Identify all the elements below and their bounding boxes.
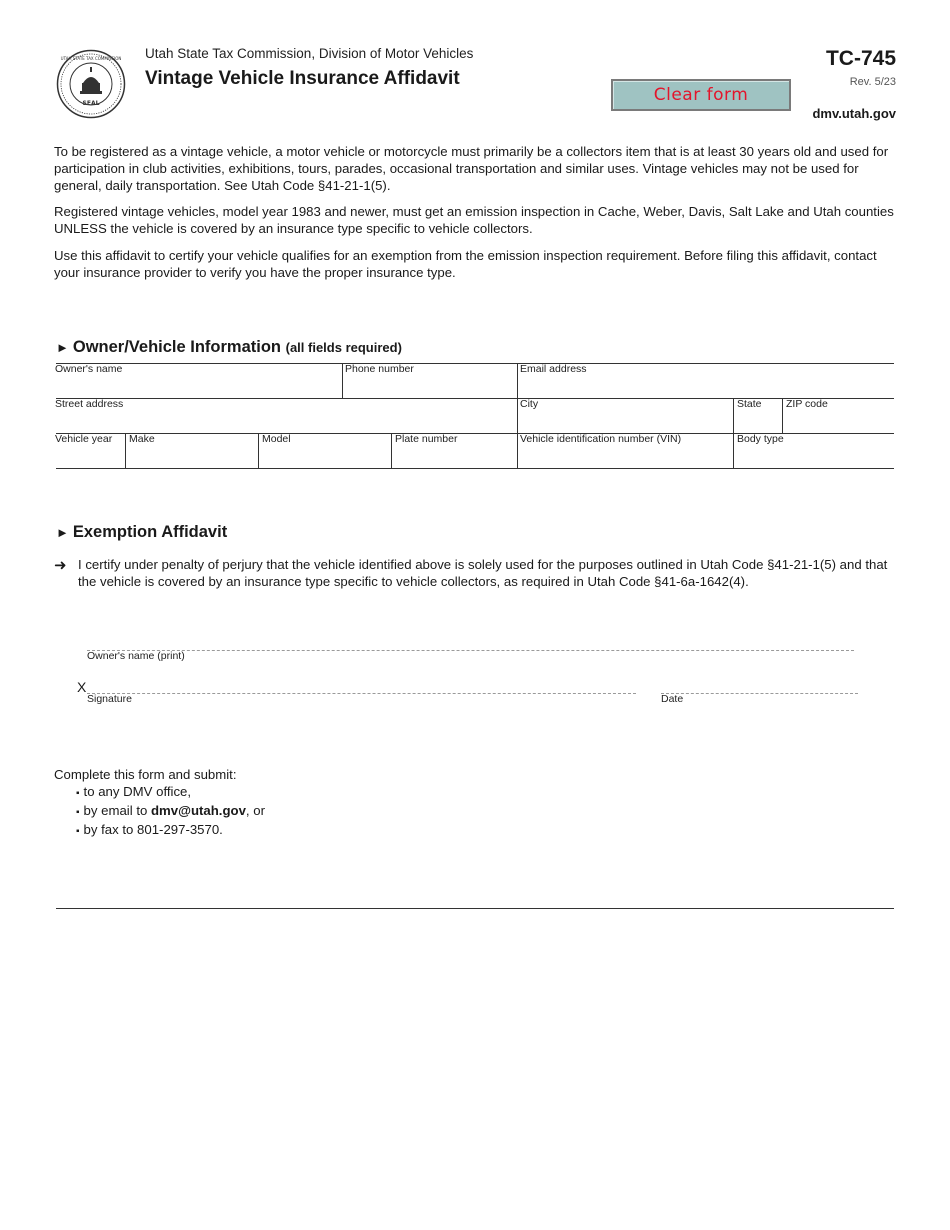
triangle-icon: ►: [56, 340, 69, 355]
vin-field[interactable]: [519, 446, 731, 467]
city-label: City: [520, 398, 539, 410]
zip-label: ZIP code: [786, 398, 828, 410]
submit-instructions: [54, 766, 265, 840]
certification-statement: I certify under penalty of perjury that the vehicle identified above is solely used for the purposes outlined in Utah Code §41-21-1(5) and that the vehicle is covered by an insurance type specific to vehicle collectors, as required in Utah Code §41-6a-1642(4).: [78, 557, 888, 589]
exemption-section-heading: ► Exemption Affidavit: [56, 523, 228, 541]
vin-label: Vehicle identification number (VIN): [520, 433, 682, 445]
intro-paragraph-1: To be registered as a vintage vehicle, a motor vehicle or motorcycle must primarily be a collectors item that is at least 30 years old and used for participation in club activities, exhibitions, tours, parades, occasional transportation and similar uses. Vintage vehicles may not be used for general, daily transportation. See Utah Code §41-21-1(5).: [54, 144, 889, 193]
owner-section-heading: ► Owner/Vehicle Information (all fields required): [56, 338, 402, 356]
make-field[interactable]: [127, 446, 256, 467]
form-title: Vintage Vehicle Insurance Affidavit: [145, 68, 460, 89]
street-address-field[interactable]: [56, 411, 515, 432]
vehicle-year-field[interactable]: [56, 446, 123, 467]
arrow-right-icon: ➜: [54, 557, 67, 574]
street-address-label: Street address: [55, 398, 124, 410]
state-label: State: [737, 398, 762, 410]
print-name-line[interactable]: [87, 650, 854, 651]
revision-date: Rev. 5/23: [849, 76, 896, 88]
svg-text:SEAL: SEAL: [82, 100, 100, 107]
zip-field[interactable]: [784, 411, 893, 432]
city-field[interactable]: [519, 411, 731, 432]
signature-x-mark: X: [77, 679, 87, 695]
submit-lead: Complete this form and submit:: [54, 767, 237, 782]
intro-paragraph-3: Use this affidavit to certify your vehicle qualifies for an exemption from the emission inspection requirement. Before filing this affidavit, contact your insurance provider to verify you have the proper insurance type.: [54, 248, 877, 280]
state-field[interactable]: [735, 411, 780, 432]
signature-line[interactable]: [87, 693, 636, 694]
print-name-label: Owner's name (print): [87, 650, 185, 662]
website-link[interactable]: dmv.utah.gov: [812, 106, 896, 121]
submit-option-office: ▪ to any DMV office,: [76, 783, 265, 802]
date-line[interactable]: [661, 693, 858, 694]
triangle-icon: ►: [56, 525, 69, 540]
intro-paragraph-2: Registered vintage vehicles, model year 1983 and newer, must get an emission inspection in Cache, Weber, Davis, Salt Lake and Utah counties UNLESS the vehicle is covered by an insurance type specific to vehicle collectors.: [54, 204, 894, 236]
phone-label: Phone number: [345, 363, 414, 375]
plate-label: Plate number: [395, 433, 458, 445]
model-label: Model: [262, 433, 291, 445]
svg-text:UTAH STATE TAX COMMISSION: UTAH STATE TAX COMMISSION: [60, 56, 122, 61]
submit-option-fax: ▪ by fax to 801-297-3570.: [76, 821, 265, 840]
owner-section-subtitle: (all fields required): [285, 340, 402, 355]
model-field[interactable]: [260, 446, 389, 467]
agency-name: Utah State Tax Commission, Division of Motor Vehicles: [145, 46, 474, 61]
owners-name-label: Owner's name: [55, 363, 123, 375]
body-type-label: Body type: [737, 433, 784, 445]
date-label: Date: [661, 693, 684, 705]
phone-field[interactable]: [344, 376, 515, 397]
email-label: Email address: [520, 363, 587, 375]
form-number: TC-745: [825, 47, 896, 70]
make-label: Make: [129, 433, 155, 445]
utah-seal-logo: [56, 49, 126, 119]
body-type-field[interactable]: [735, 446, 893, 467]
submit-option-email: ▪ by email to dmv@utah.gov, or: [76, 802, 265, 821]
vehicle-year-label: Vehicle year: [55, 433, 113, 445]
email-address-link[interactable]: dmv@utah.gov: [150, 803, 246, 818]
owners-name-field[interactable]: [56, 376, 340, 397]
email-field[interactable]: [519, 376, 893, 397]
clear-form-button[interactable]: Clear form: [611, 79, 791, 111]
footer-divider: [56, 908, 894, 909]
signature-label: Signature: [87, 693, 132, 705]
plate-field[interactable]: [393, 446, 515, 467]
